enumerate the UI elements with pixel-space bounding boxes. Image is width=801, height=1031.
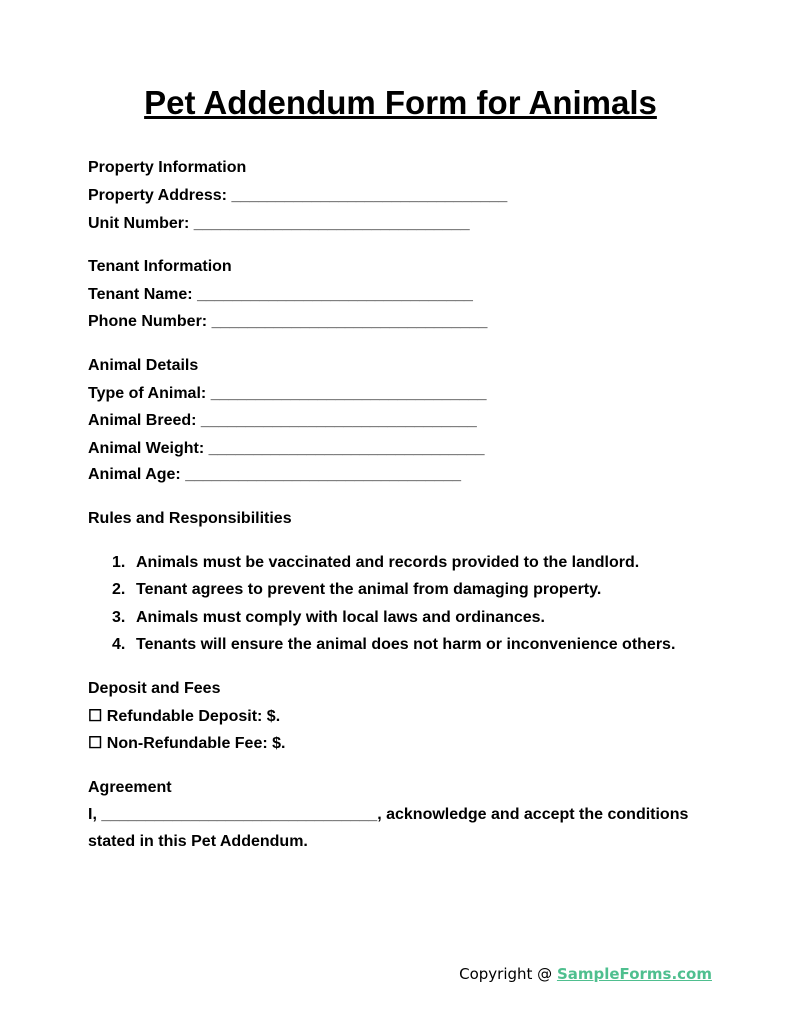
blank-line: _______________________________ xyxy=(210,385,487,402)
list-item xyxy=(112,635,675,655)
list-item xyxy=(112,553,639,573)
blank-line: _______________________________ xyxy=(193,215,470,232)
property-heading: Property Information xyxy=(88,159,247,176)
label: Animal Breed: xyxy=(88,412,197,429)
tenant-name-field[interactable] xyxy=(88,285,473,305)
blank-line: _______________________________ xyxy=(197,286,473,303)
item-number: 2. xyxy=(112,581,126,598)
label: I, xyxy=(88,806,97,823)
refundable-deposit-checkbox[interactable]: ☐ Refundable Deposit: $. xyxy=(88,708,281,725)
blank-line: _______________________________ xyxy=(200,412,477,429)
unit-number-field[interactable] xyxy=(88,214,470,234)
blank-line: _______________________________ xyxy=(208,440,485,457)
phone-number-field[interactable] xyxy=(88,312,487,332)
item-number: 1. xyxy=(112,554,126,571)
blank-line: _______________________________ xyxy=(185,466,462,483)
item-text: Animals must be vaccinated and records provided to the landlord. xyxy=(136,554,640,571)
blank-line: _______________________________ xyxy=(101,806,378,823)
item-text: Tenants will ensure the animal does not harm or inconvenience others. xyxy=(136,636,676,653)
label: Phone Number: xyxy=(88,313,208,330)
label: Animal Age: xyxy=(88,466,181,483)
item-text: Animals must comply with local laws and ordinances. xyxy=(136,609,545,626)
animal-type-field[interactable] xyxy=(88,384,487,404)
item-number: 3. xyxy=(112,609,126,626)
footer-copyright xyxy=(459,965,712,983)
tenant-heading: Tenant Information xyxy=(88,258,232,275)
label: Tenant Name: xyxy=(88,286,193,303)
animal-heading: Animal Details xyxy=(88,357,199,374)
agreement-heading: Agreement xyxy=(88,779,172,796)
item-number: 4. xyxy=(112,636,126,653)
label: Property Address: xyxy=(88,187,227,204)
label: Animal Weight: xyxy=(88,440,205,457)
label: , acknowledge and accept the conditions xyxy=(377,806,689,823)
blank-line: _______________________________ xyxy=(211,313,488,330)
label: Type of Animal: xyxy=(88,385,207,402)
property-address-field[interactable] xyxy=(88,186,507,206)
sampleforms-link[interactable]: SampleForms.com xyxy=(556,965,712,983)
non-refundable-fee-checkbox[interactable]: ☐ Non-Refundable Fee: $. xyxy=(88,735,286,752)
label: Unit Number: xyxy=(88,215,190,232)
animal-age-field[interactable] xyxy=(88,465,461,485)
page-title: Pet Addendum Form for Animals xyxy=(144,84,657,121)
item-text: Tenant agrees to prevent the animal from damaging property. xyxy=(136,581,602,598)
rules-heading: Rules and Responsibilities xyxy=(88,510,292,527)
animal-breed-field[interactable] xyxy=(88,411,477,431)
agreement-line[interactable] xyxy=(88,805,688,825)
deposit-heading: Deposit and Fees xyxy=(88,680,221,697)
list-item xyxy=(112,580,601,600)
copyright-text: Copyright @ xyxy=(459,965,557,983)
animal-weight-field[interactable] xyxy=(88,439,484,459)
blank-line: _______________________________ xyxy=(231,187,508,204)
list-item xyxy=(112,608,545,628)
agreement-line-2: stated in this Pet Addendum. xyxy=(88,833,308,850)
